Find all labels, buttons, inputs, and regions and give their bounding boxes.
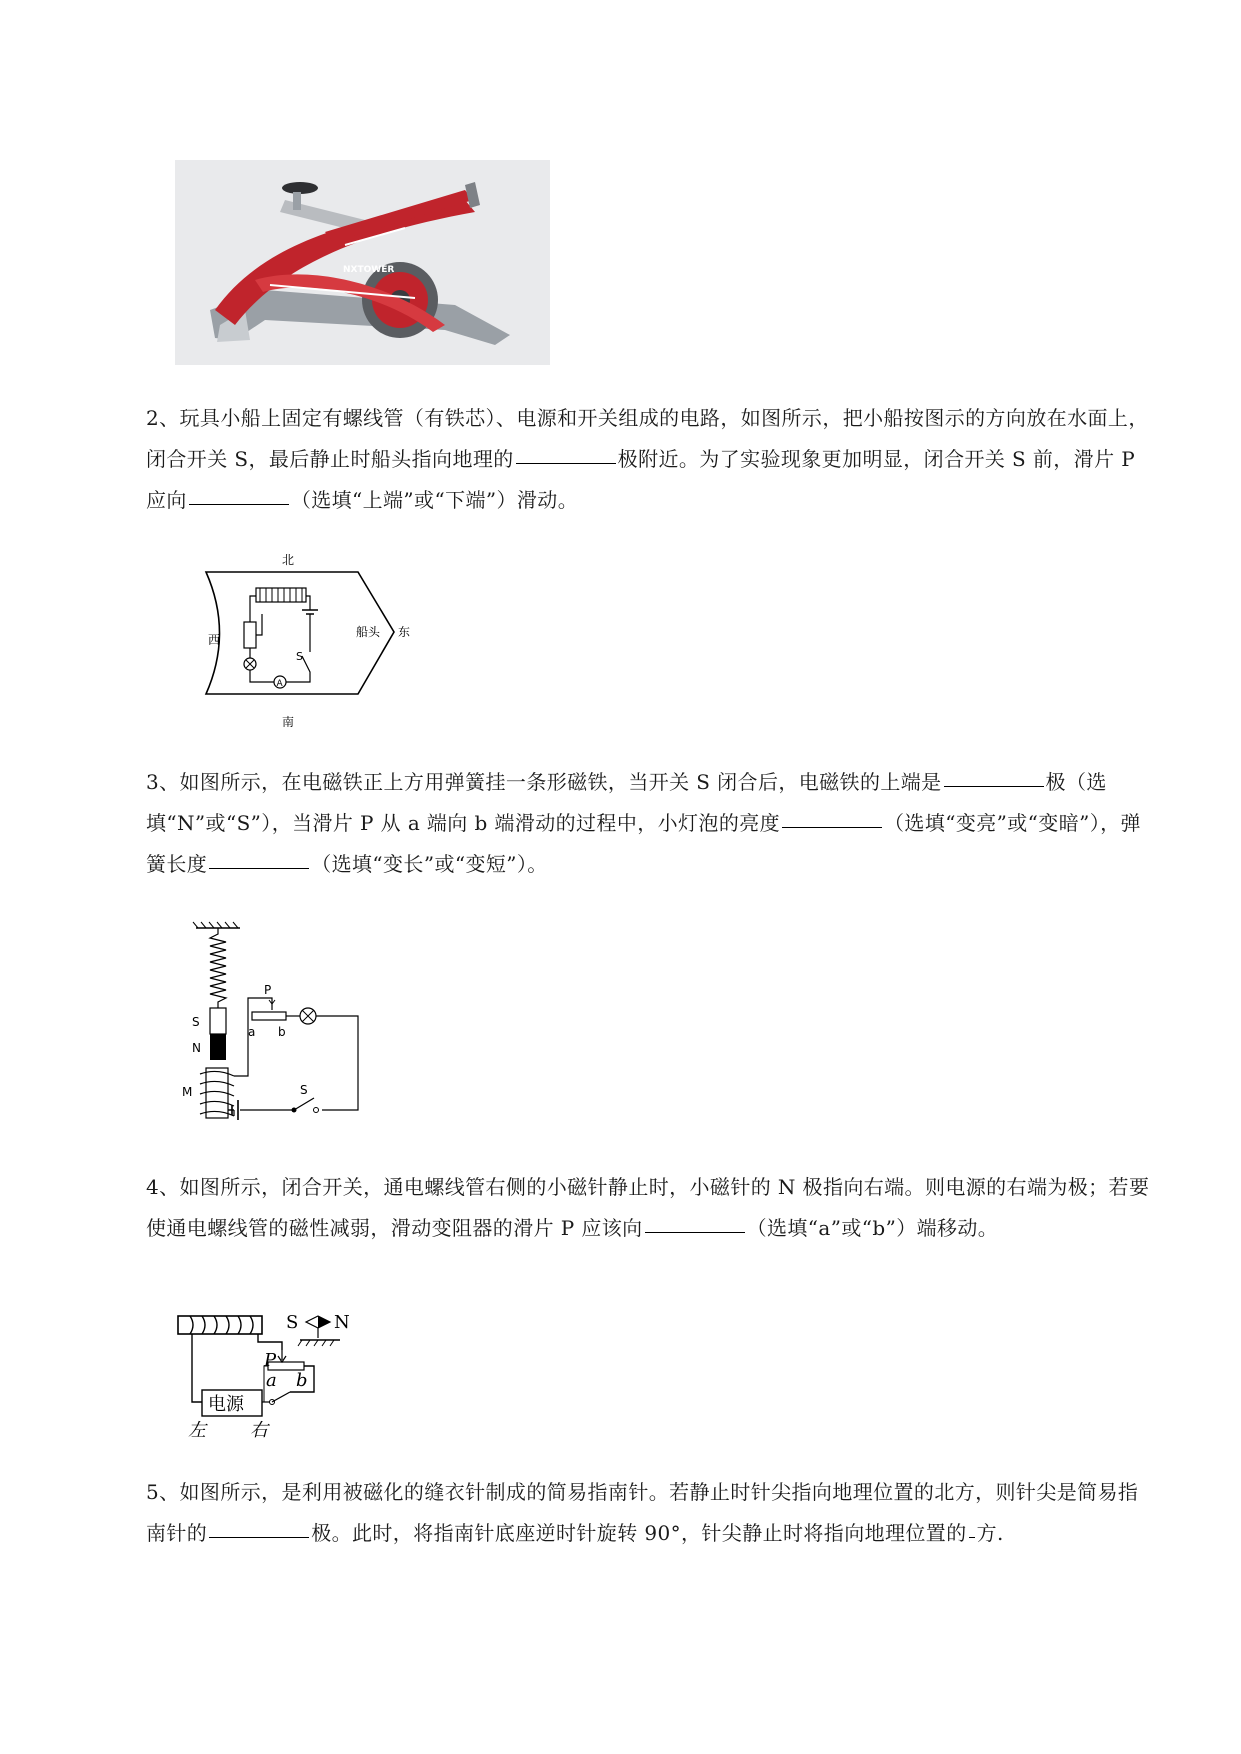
question-2 [146, 398, 1156, 521]
question-3-text-4: （选填“变长”或“变短”）。 [311, 852, 548, 876]
question-4-text-2: （选填“a”或“b”）端移动。 [746, 1216, 999, 1240]
north-label: 北 [282, 553, 295, 567]
boat-circuit-diagram [198, 552, 423, 732]
slider-p-label: P [264, 983, 272, 997]
core-m-label: M [182, 1085, 193, 1099]
question-5-text-1: 5、如图所示，是利用被磁化的缝衣针制成的简易指南针。若静止时针尖指向地理位置的北方，则针尖是简易指南针的 [146, 1480, 1139, 1545]
south-label: 南 [282, 715, 295, 729]
left-label: 左 [188, 1420, 206, 1441]
rheostat-b-label: b [278, 1025, 286, 1039]
question-3-text-1: 3、如图所示，在电磁铁正上方用弹簧挂一条形磁铁，当开关 S 闭合后，电磁铁的上端是 [146, 770, 942, 794]
east-label: 东 [398, 625, 411, 639]
answer-blank[interactable] [944, 785, 1044, 787]
answer-blank[interactable] [969, 1536, 975, 1538]
answer-blank[interactable] [209, 1536, 309, 1538]
compass-n-label: N [334, 1312, 350, 1333]
compass-s-label: S [286, 1312, 299, 1333]
question-5-text-2: 极。此时，将指南针底座逆时针旋转 90°，针尖静止时将指向地理位置的 [311, 1521, 967, 1545]
switch-label: S [296, 650, 303, 663]
switch-label: S [300, 1083, 308, 1097]
answer-blank[interactable] [189, 503, 289, 505]
answer-blank[interactable] [516, 462, 616, 464]
svg-text:A: A [276, 679, 283, 689]
svg-text:NXTOWER: NXTOWER [343, 265, 395, 275]
question-3 [146, 762, 1156, 885]
magnet-n-label: N [192, 1041, 201, 1055]
question-2-text-3: （选填“上端”或“下端”）滑动。 [290, 488, 579, 512]
question-5-text-3: 方. [976, 1521, 1004, 1545]
bow-label: 船头 [356, 625, 381, 639]
question-4 [146, 1167, 1156, 1249]
question-2-text-2: 极附近。为了实验现象更加明显，闭合开关 S 前，滑片 P 应向 [146, 447, 1136, 512]
west-label: 西 [208, 633, 221, 647]
magnet-s-label: S [192, 1015, 200, 1029]
answer-blank[interactable] [209, 867, 309, 869]
answer-blank[interactable] [782, 826, 882, 828]
question-2-text-1: 2、玩具小船上固定有螺线管（有铁芯）、电源和开关组成的电路，如图所示，把小船按图示的方向放在水面上，闭合开关 S，最后静止时船头指向地理的 [146, 406, 1149, 471]
question-3-text-3: （选填“变亮”或“变暗”），弹簧长度 [146, 811, 1141, 876]
spring-magnet-diagram [176, 918, 376, 1130]
rheostat-a-label: a [266, 1370, 277, 1391]
rheostat-b-label: b [296, 1370, 308, 1391]
answer-blank[interactable] [645, 1231, 745, 1233]
question-4-text-1: 4、如图所示，闭合开关，通电螺线管右侧的小磁针静止时，小磁针的 N 极指向右端。则电源的右端为极；若要使通电螺线管的磁性减弱，滑动变阻器的滑片 P 应该向 [146, 1175, 1150, 1240]
question-3-text-2: 极（选填“N”或“S”），当滑片 P 从 a 端向 b 端滑动的过程中，小灯泡的亮度 [146, 770, 1107, 835]
question-5 [146, 1472, 1156, 1554]
right-label: 右 [250, 1420, 268, 1441]
power-source-label: 电源 [208, 1394, 244, 1415]
rheostat-a-label: a [248, 1025, 256, 1039]
exercise-bike-photo [175, 160, 550, 365]
slider-p-label: P [264, 1350, 277, 1371]
solenoid-compass-diagram [172, 1306, 362, 1442]
